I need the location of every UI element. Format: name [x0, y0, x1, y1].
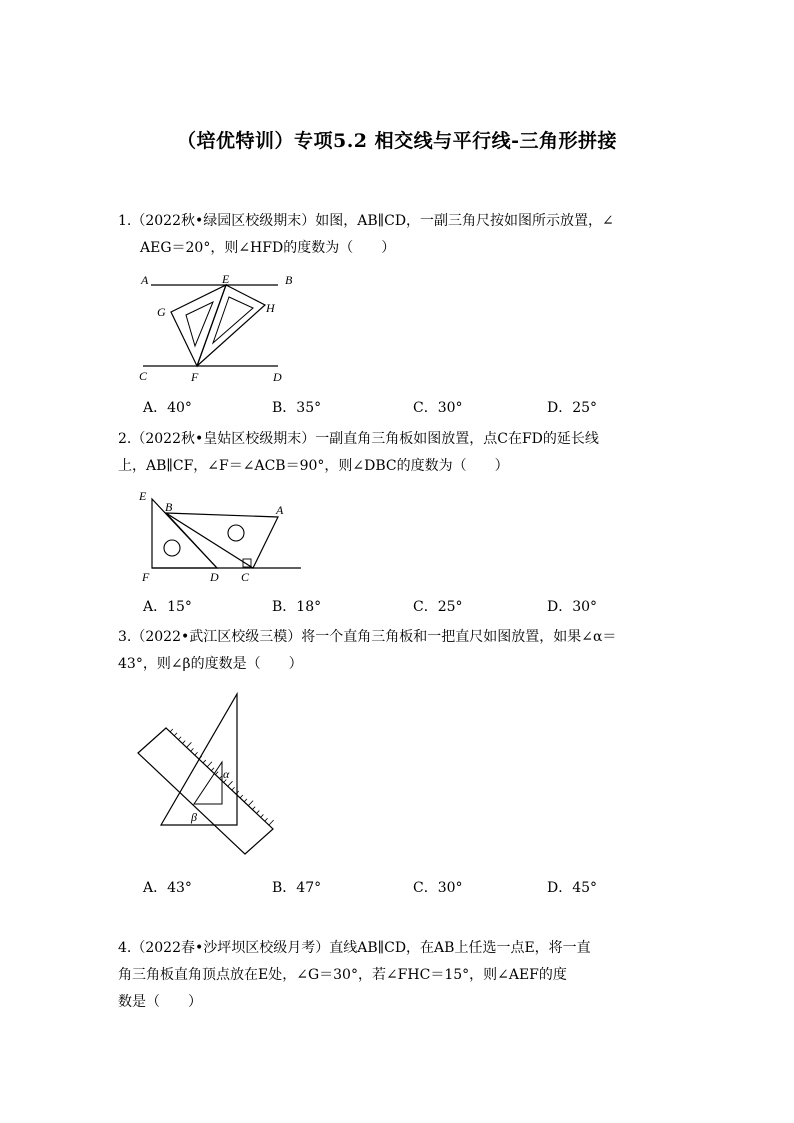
label-d: D: [273, 370, 282, 384]
label-f: F: [191, 370, 199, 384]
option-a: A．15°: [143, 599, 192, 615]
ruler-tick: [228, 781, 233, 786]
question-text-line: （2022秋•绿园区校级期末）如图，AB∥CD，一副三角尺按如图所示放置，∠: [131, 213, 614, 229]
question-text-line: （2022春•沙坪坝区校级月考）直线AB∥CD，在AB上任选一点E，将一直: [131, 940, 591, 956]
label-a: A: [276, 503, 284, 517]
option-c: C．30°: [413, 880, 463, 896]
option-c: C．30°: [413, 400, 463, 416]
label-b: B: [165, 500, 173, 514]
question-text-line: 数是（ ）: [118, 994, 202, 1010]
label-g: G: [157, 305, 166, 319]
option-d: D．25°: [547, 400, 598, 416]
label-beta: β: [191, 810, 197, 824]
option-a: A．40°: [143, 400, 192, 416]
question-number: 3.: [118, 629, 132, 645]
label-f: F: [142, 570, 150, 584]
ruler-tick: [261, 814, 264, 817]
set-square: [161, 694, 237, 825]
option-c: C．25°: [413, 599, 463, 615]
label-d: D: [210, 570, 219, 584]
option-a: A．43°: [143, 880, 192, 896]
ruler-tick: [211, 768, 214, 771]
ruler-tick: [240, 795, 243, 798]
ruler-tick: [174, 733, 177, 736]
figure-3: [135, 690, 280, 860]
question-text-line: 角三角板直角顶点放在E处，∠G＝30°，若∠FHC＝15°，则∠AEF的度: [118, 967, 567, 983]
ruler-tick: [232, 787, 235, 790]
option-b: B．47°: [272, 880, 322, 896]
figure-1: [135, 268, 305, 386]
question-2: [118, 426, 678, 480]
question-number: 1.: [118, 213, 132, 229]
option-d: D．30°: [547, 599, 598, 615]
option-b: B．35°: [272, 400, 322, 416]
ruler-tick: [207, 762, 212, 767]
option-d: D．45°: [547, 880, 598, 896]
ruler-tick: [265, 818, 268, 821]
ruler-tick: [203, 760, 206, 763]
ruler-tick: [178, 737, 181, 740]
label-alpha: α: [223, 767, 230, 781]
figure-2: [135, 487, 310, 587]
question-text-line: 43°，则∠β的度数是（ ）: [118, 656, 303, 672]
question-4: [118, 935, 678, 1016]
question-number: 2.: [118, 431, 132, 447]
question-text-line: （2022秋•皇姑区校级期末）一副直角三角板如图放置，点C在FD的延长线: [131, 431, 599, 447]
label-b: B: [285, 273, 293, 287]
label-a: A: [141, 273, 149, 287]
page-title: （培优特训）专项5.2 相交线与平行线-三角形拼接: [176, 130, 618, 152]
question-text-line: （2022•武江区校级三模）将一个直角三角板和一把直尺如图放置，如果∠α＝: [131, 629, 617, 645]
ruler-tick: [269, 820, 274, 825]
question-1: [118, 208, 678, 262]
ruler-tick: [252, 807, 255, 810]
option-b: B．18°: [272, 599, 322, 615]
ruler-tick: [248, 801, 253, 806]
label-h: H: [266, 301, 275, 315]
ruler-tick: [195, 752, 198, 755]
label-e: E: [222, 272, 230, 286]
label-c: C: [139, 369, 148, 383]
ruler-tick: [182, 741, 185, 744]
ruler-tick: [191, 748, 194, 751]
ruler-tick: [170, 729, 173, 732]
question-text-line: 上，AB∥CF，∠F＝∠ACB＝90°，则∠DBC的度数为（ ）: [118, 458, 509, 474]
label-e: E: [139, 489, 147, 503]
ruler-tick: [187, 742, 192, 747]
question-number: 4.: [118, 940, 132, 956]
question-text-line: AEG＝20°，则∠HFD的度数为（ ）: [140, 240, 396, 256]
question-3: [118, 624, 678, 678]
label-c: C: [241, 570, 250, 584]
ruler-tick: [257, 811, 260, 814]
ruler-tick: [244, 799, 247, 802]
